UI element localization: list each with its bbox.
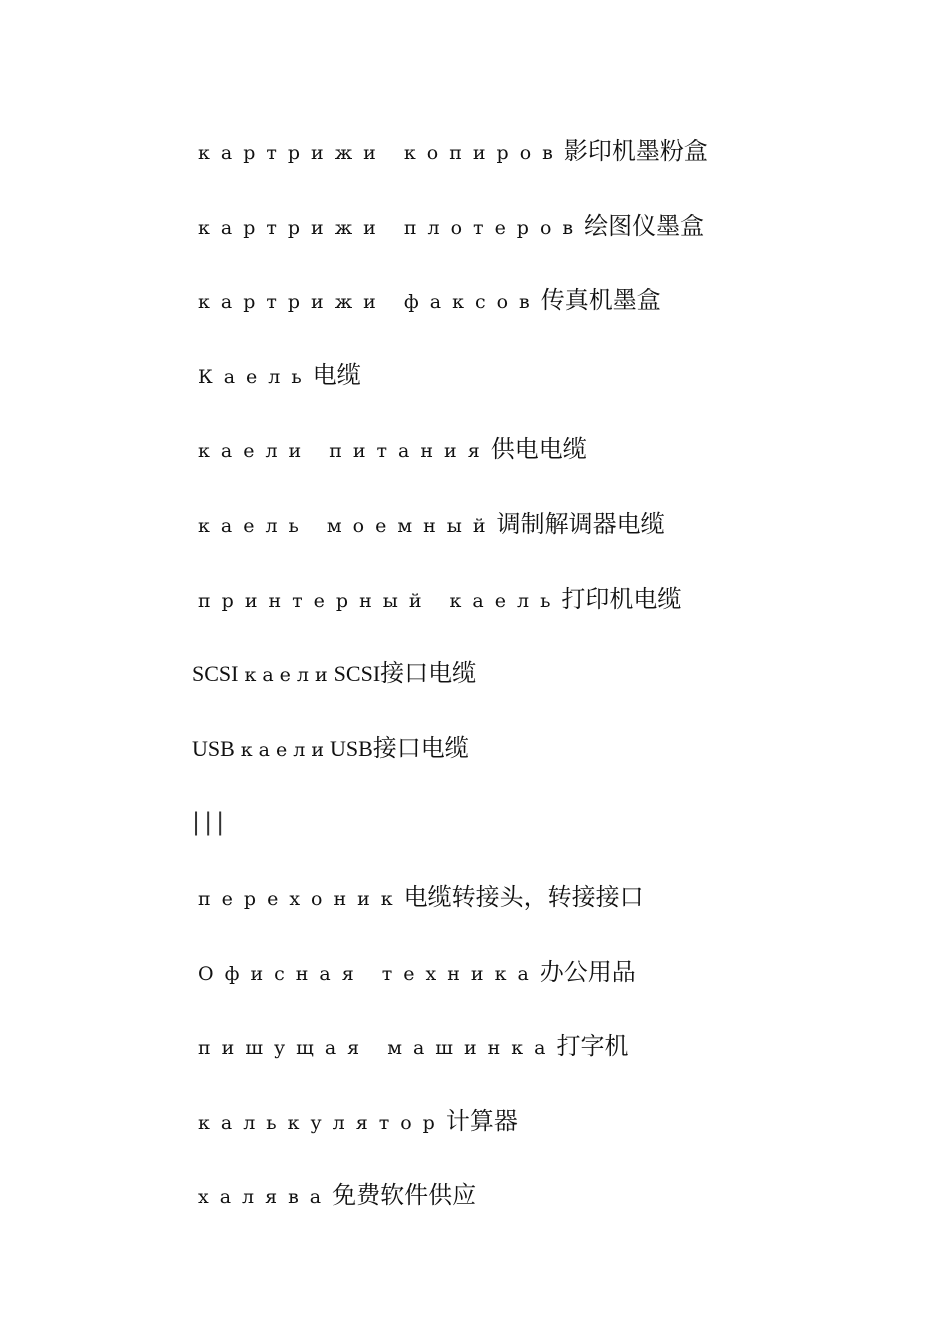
chinese-translation: 传真机墨盒 xyxy=(540,286,661,315)
glossary-list xyxy=(192,128,892,1247)
russian-term: каели xyxy=(240,738,330,761)
latin-prefix: USB xyxy=(192,735,235,761)
glossary-entry xyxy=(192,1098,892,1173)
glossary-entry xyxy=(192,352,892,427)
russian-term: Каель xyxy=(198,365,313,388)
glossary-entry xyxy=(192,501,892,576)
chinese-translation: 计算器 xyxy=(445,1106,518,1135)
russian-term: халява xyxy=(198,1186,333,1209)
chinese-translation: 打字机 xyxy=(556,1032,629,1061)
separator-marks: ||| xyxy=(192,808,229,837)
chinese-translation: 电缆 xyxy=(312,360,361,389)
chinese-translation: 接口电缆 xyxy=(372,733,469,762)
chinese-translation: 办公用品 xyxy=(539,957,636,986)
chinese-translation: 影印机墨粉盒 xyxy=(563,137,708,165)
glossary-entry xyxy=(192,650,892,725)
chinese-translation: 调制解调器电缆 xyxy=(496,509,665,538)
glossary-entry xyxy=(192,203,892,278)
chinese-translation: 绘图仪墨盒 xyxy=(584,211,705,240)
glossary-entry xyxy=(192,949,892,1024)
latin-suffix: USB xyxy=(329,735,373,761)
chinese-translation: 免费软件供应 xyxy=(332,1181,477,1210)
chinese-translation: 供电电缆 xyxy=(490,435,587,464)
chinese-translation: 打印机电缆 xyxy=(561,584,682,613)
glossary-entry xyxy=(192,725,892,800)
glossary-entry xyxy=(192,1172,892,1247)
russian-term: принтерный каель xyxy=(198,589,562,612)
glossary-entry xyxy=(192,426,892,501)
russian-term: каели xyxy=(244,664,334,687)
russian-term: пишущая машинка xyxy=(198,1037,557,1060)
russian-term: перехоник xyxy=(198,887,404,910)
russian-term: калькулятор xyxy=(198,1111,446,1134)
glossary-entry xyxy=(192,277,892,352)
russian-term: картрижи факсов xyxy=(198,291,541,314)
russian-term: картрижи копиров xyxy=(198,142,564,164)
glossary-entry xyxy=(192,874,892,949)
chinese-translation: 电缆转接头，转接接口 xyxy=(403,882,644,911)
glossary-entry xyxy=(192,1023,892,1098)
glossary-entry xyxy=(192,128,892,203)
russian-term: каель моемный xyxy=(198,514,497,537)
russian-term: каели питания xyxy=(198,440,491,463)
russian-term: Офисная техника xyxy=(198,962,540,985)
latin-prefix: SCSI xyxy=(192,661,239,687)
glossary-entry xyxy=(192,576,892,651)
separator-line xyxy=(192,799,892,874)
latin-suffix: SCSI xyxy=(333,661,381,687)
russian-term: картрижи плотеров xyxy=(198,216,585,239)
chinese-translation: 接口电缆 xyxy=(380,659,477,688)
